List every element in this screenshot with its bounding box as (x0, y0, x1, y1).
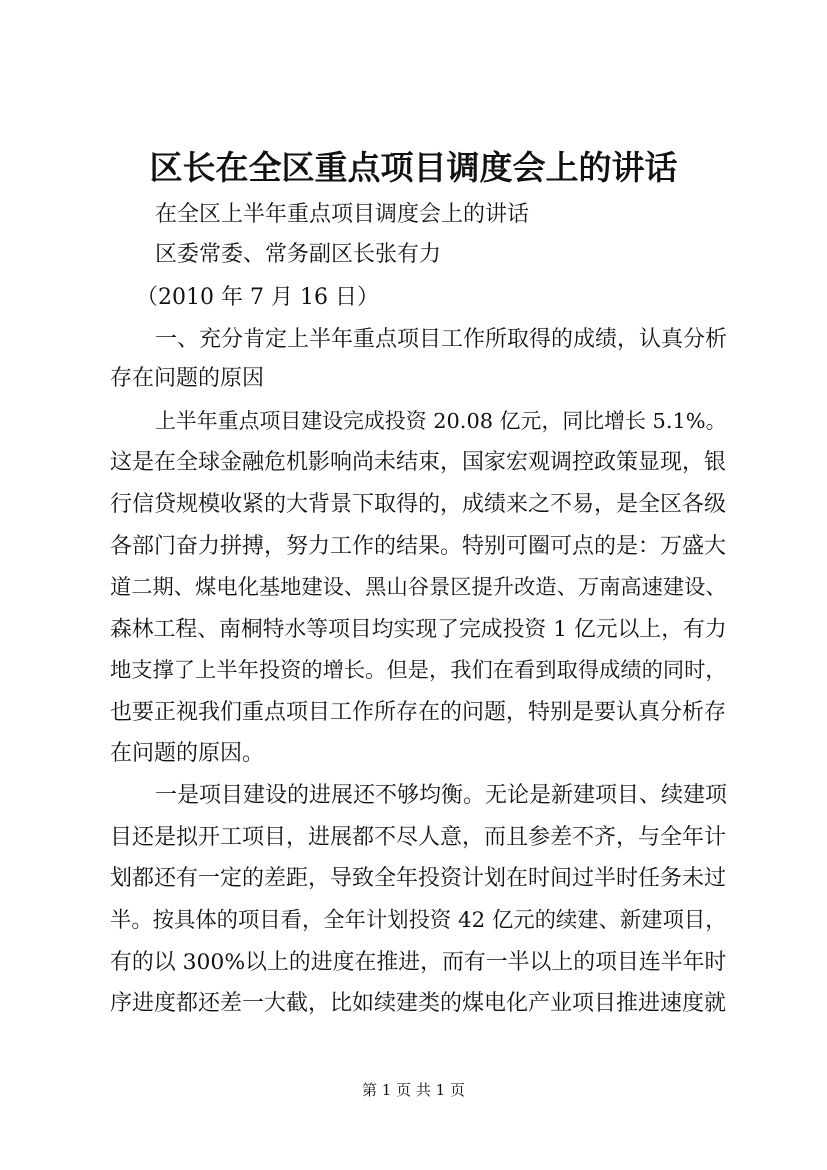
paragraph-1-line: 各部门奋力拼搏，努力工作的结果。特别可圈可点的是：万盛大 (110, 534, 727, 559)
paragraph-1-line: 地支撑了上半年投资的增长。但是，我们在看到取得成绩的同时， (110, 658, 727, 683)
paragraph-1-line: 也要正视我们重点项目工作所存在的问题，特别是要认真分析存 (110, 700, 727, 725)
page-number: 第 1 页 共 1 页 (362, 1081, 465, 1099)
paragraph-1-line: 道二期、煤电化基地建设、黑山谷景区提升改造、万南高速建设、 (110, 575, 727, 600)
paragraph-1-line: 行信贷规模收紧的大背景下取得的，成绩来之不易，是全区各级 (110, 492, 727, 517)
paragraph-2-line: 目还是拟开工项目，进展都不尽人意，而且参差不齐，与全年计 (110, 825, 727, 850)
document-subtitle: 在全区上半年重点项目调度会上的讲话 (155, 202, 530, 227)
document-title: 区长在全区重点项目调度会上的讲话 (149, 148, 678, 187)
paragraph-1-line: 在问题的原因。 (110, 741, 265, 766)
paragraph-1-line: 上半年重点项目建设完成投资 20.08 亿元，同比增长 5.1%。 (155, 409, 727, 433)
paragraph-2-line: 划都还有一定的差距，导致全年投资计划在时间过半时任务未过 (110, 866, 727, 891)
section-heading-line-2: 存在问题的原因 (110, 366, 265, 391)
section-heading-line-1: 一、充分肯定上半年重点项目工作所取得的成绩，认真分析 (155, 327, 728, 352)
paragraph-2-line: 半。按具体的项目看，全年计划投资 42 亿元的续建、新建项目， (110, 908, 727, 933)
paragraph-1-line: 这是在全球金融危机影响尚未结束，国家宏观调控政策显现，银 (110, 450, 727, 475)
paragraph-1-line: 森林工程、南桐特水等项目均实现了完成投资 1 亿元以上，有力 (110, 617, 727, 642)
paragraph-2-line: 有的以 300%以上的进度在推进，而有一半以上的项目连半年时 (110, 950, 727, 975)
date-line: （2010 年 7 月 16 日） (136, 285, 379, 310)
paragraph-2-line: 序进度都还差一大截，比如续建类的煤电化产业项目推进速度就 (110, 991, 727, 1016)
speaker-line: 区委常委、常务副区长张有力 (155, 242, 442, 267)
paragraph-2-line: 一是项目建设的进展还不够均衡。无论是新建项目、续建项 (155, 783, 728, 808)
